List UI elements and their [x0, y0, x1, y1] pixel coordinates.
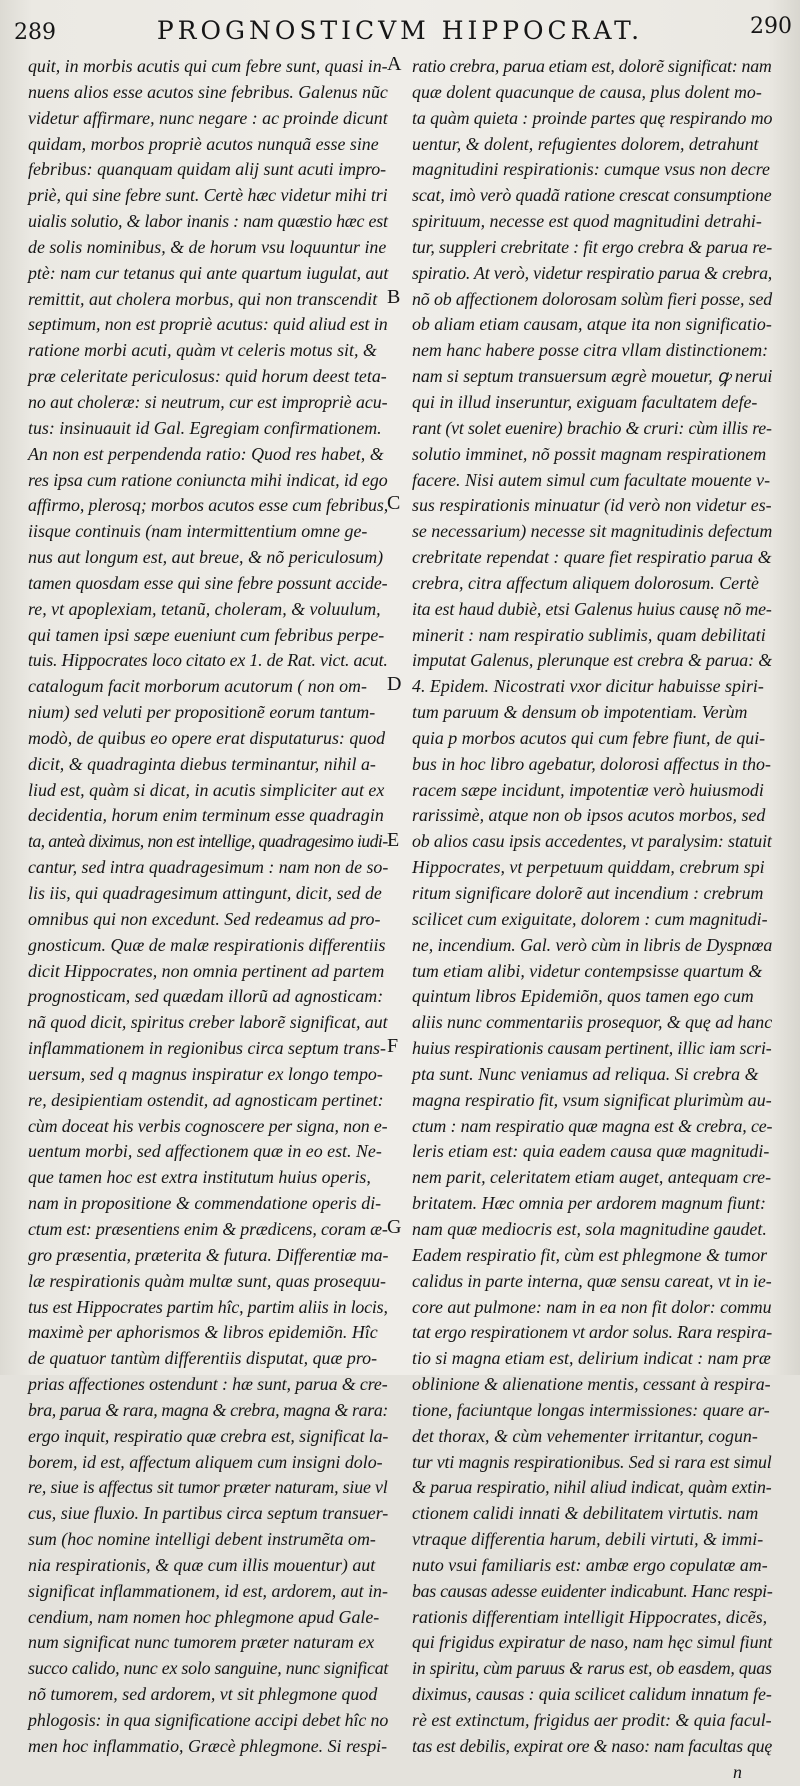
left-column-line: qui tamen ipsi sæpe eueniunt cum febribus perpe- — [28, 624, 385, 645]
right-column-line: ne, incendium. Gal. verò cùm in libris de Dyspnœa — [412, 934, 773, 955]
left-column-line: nium) sed veluti per propositionẽ eorum tantum- — [28, 702, 376, 723]
left-column-line: bra, parua & rara, magna & crebra, magna & rara: — [28, 1399, 389, 1420]
right-column-line: minerit : nam respiratio sublimis, quam debilitati — [412, 624, 766, 645]
right-column-line: tione, faciuntque longas intermissiones: quare ar- — [412, 1399, 770, 1420]
left-column-line: men hoc inflammatio, Græcè phlegmone. Si respi- — [28, 1735, 388, 1756]
left-column-line: nia respirationis, & quæ cum illis mouentur) aut — [28, 1554, 376, 1575]
right-column-line: diximus, causas : quia scilicet calidum innatum fe- — [412, 1684, 772, 1705]
left-column-line: remittit, aut cholera morbus, qui non transcendit — [28, 288, 378, 309]
left-column-line: phlogosis: in qua significatione accipi debet hîc no — [28, 1710, 389, 1730]
margin-letter: C — [387, 492, 401, 515]
left-column-line: ta, anteà diximus, non est intellige, quadragesimo iudi- — [28, 831, 388, 852]
right-column-line: scilicet cum exiguitate, dolorem : cum magnitudi- — [412, 908, 768, 929]
left-column-line: præ celeritate periculosus: quid horum deest teta- — [28, 366, 387, 387]
right-column-line: ob aliam etiam causam, atque ita non significatio- — [412, 314, 772, 335]
left-column-line: tus est Hippocrates partim hîc, partim aliis in locis, — [28, 1296, 388, 1317]
left-column-line: febribus: quanquam quidam alij sunt acuti impro- — [28, 159, 387, 180]
catchword: n — [733, 1761, 742, 1782]
right-column-line: ctum : nam respiratio quæ magna est & crebra, ce- — [412, 1115, 773, 1136]
right-column-line: britatem. Hæc omnia per ardorem magnum fiunt: — [412, 1193, 766, 1214]
left-column-line: tus: insinuauit id Gal. Egregiam confirmationem. — [28, 417, 382, 438]
left-column-line: inflammationem in regionibus circa septum trans- — [28, 1038, 386, 1059]
left-column-line: ergo inquit, respiratio quæ crebra est, significat la- — [28, 1425, 389, 1446]
left-column-line: que tamen hoc est extra institutum huius operis, — [28, 1167, 371, 1188]
left-column-line: cùm doceat his verbis cognoscere per signa, non e- — [28, 1115, 388, 1136]
left-column-line: sum (hoc nomine intelligi debent instrumẽta om- — [28, 1529, 376, 1550]
margin-letter: G — [387, 1216, 402, 1239]
right-column-line: ratio crebra, parua etiam est, dolorẽ significat: nam — [412, 56, 772, 76]
right-column-line: sus respirationis minuatur (id verò non videtur es- — [412, 495, 772, 516]
right-column-line: tur vti magnis respirationibus. Sed si rara est simul — [412, 1451, 772, 1472]
right-column-line: ita est haud dubiè, etsi Galenus huius causę nõ me- — [412, 598, 772, 619]
right-column-line: rant (vt solet euenire) brachio & cruri: cùm illis re- — [412, 417, 772, 438]
right-column-line: scat, imò verò quadã ratione crescat consumptione — [412, 185, 772, 206]
left-column-line: lis iis, qui quadragesimum attingunt, dicit, sed de — [28, 883, 382, 903]
left-column-line: ratione morbi acuti, quàm vt celeris motus sit, & — [28, 340, 377, 361]
right-column-line: rarissimè, atque non ob ipsos acutos morbos, sed — [412, 805, 766, 826]
left-column-line: borem, id est, affectum aliquem cum insigni dolo- — [28, 1451, 383, 1472]
right-column-line: vtraque differentia harum, debili virtuti, & immi- — [412, 1529, 764, 1550]
right-column-line: det thorax, & cùm vehementer irritantur, cogun- — [412, 1425, 758, 1446]
right-column-line: ob alios casu ipsis accedentes, vt paralysim: statuit — [412, 831, 772, 852]
left-column-line: num significat nunc tumorem præter naturam ex — [28, 1632, 375, 1653]
right-column-line: se necessarium) necesse sit magnitudinis defectum — [412, 521, 773, 542]
right-column-line: quia p morbos acutos qui cum febre fiunt, de qui- — [412, 727, 766, 748]
left-column-line: significat inflammationem, id est, ardorem, aut in- — [28, 1580, 388, 1601]
left-column-line: ptè: nam cur tetanus qui ante quartum iugulat, aut — [28, 262, 389, 283]
left-column-line: nus aut longum est, aut breue, & nõ periculosum) — [28, 547, 384, 568]
right-column-line: tat ergo respirationem vt ardor solus. Rara respira- — [412, 1322, 773, 1343]
left-column-line: gro præsentia, præterita & futura. Differentiæ ma- — [28, 1244, 389, 1265]
left-column-line: dicit Hippocrates, non omnia pertinent ad partem — [28, 960, 385, 981]
right-column-line: rè est extinctum, frigidus aer prodit: & quia facul- — [412, 1710, 772, 1730]
left-column-line: quit, in morbis acutis qui cum febre sunt, quasi in- — [28, 56, 388, 76]
left-page-number: 289 — [14, 20, 56, 45]
right-column-line: tum etiam alibi, videtur contempsisse quartum & — [412, 960, 763, 981]
right-column-line: ritum significare dolorẽ aut incendium : crebrum — [412, 883, 764, 903]
left-column-line: uialis solutio, & labor inanis : nam quæstio hæc est — [28, 211, 388, 232]
left-column-line: læ respirationis quàm multæ sunt, quas prosequu- — [28, 1270, 387, 1291]
left-column-line: affirmo, plerosq; morbos acutos esse cum febribus, — [28, 495, 389, 516]
right-column-line: quæ dolent quacunque de causa, plus dolent mo- — [412, 81, 762, 102]
right-column-line: nem hanc habere posse citra vllam distinctionem: — [412, 340, 769, 361]
right-column-line: ctionem calidi innati & debilitatem virtutis. nam — [412, 1503, 759, 1524]
left-column-line: An non est perpendenda ratio: Quod res habet, & — [28, 443, 384, 464]
left-column-line: tamen quosdam esse qui sine febre possunt accide- — [28, 572, 388, 593]
left-column-line: re, desipientiam ostendit, ad agnosticam pertinet: — [28, 1089, 384, 1110]
left-column-line: prias affectiones ostendunt : hæ sunt, parua & cre- — [28, 1374, 388, 1395]
right-text-column — [412, 54, 773, 1782]
left-column-line: modò, de quibus eo opere erat disputaturus: quod — [28, 727, 386, 748]
left-column-line: quidam, morbos propriè acutos nunquã esse sine — [28, 133, 379, 154]
right-column-line: nam si septum transuersum ægrè mouetur, ꝙ nerui — [412, 366, 773, 387]
left-column-line: ctum est: præsentiens enim & prædicens, coram æ- — [28, 1218, 388, 1239]
left-text-column — [28, 54, 389, 1756]
right-column-line: aliis nunc commentariis prosequor, & quę ad hanc — [412, 1012, 773, 1033]
page-header — [0, 6, 800, 50]
right-column-line: calidus in parte interna, quæ sensu careat, vt in ie- — [412, 1270, 772, 1291]
left-column-line: re, vt apoplexiam, tetanũ, choleram, & voluulum, — [28, 598, 381, 619]
left-column-line: tuis. Hippocrates loco citato ex 1. de Rat. vict. acut. — [28, 650, 388, 671]
left-column-line: omnibus qui non excedunt. Sed redeamus ad pro- — [28, 908, 381, 929]
left-column-line: catalogum facit morborum acutorum ( non om- — [28, 676, 367, 697]
right-column-line: Hippocrates, vt perpetuum quiddam, crebrum spi — [412, 857, 765, 878]
left-column-line: no aut choleræ: si neutrum, cur est impropriè acu- — [28, 391, 388, 412]
right-column-line: imputat Galenus, plerunque est crebra & parua: & — [412, 650, 773, 671]
right-column-line: magna respiratio fit, vsum significat plurimùm au- — [412, 1089, 772, 1110]
right-column-line: qui frigidus expiratur de naso, nam hęc simul fiunt — [412, 1632, 773, 1653]
right-column-line: pta sunt. Nunc veniamus ad reliqua. Si crebra & — [412, 1063, 759, 1084]
left-column-line: nã quod dicit, spiritus creber laborẽ significat, aut — [28, 1012, 388, 1033]
right-column-line: core aut pulmone: nam in ea non fit dolor: commu — [412, 1296, 772, 1317]
left-column-line: liud est, quàm si dicat, in acutis simpliciter aut ex — [28, 779, 385, 800]
right-column-line: nam quæ mediocris est, sola magnitudine gaudet. — [412, 1218, 767, 1239]
right-page-number: 290 — [750, 14, 792, 39]
left-column-line: decidentia, horum enim terminum esse quadragin — [28, 805, 384, 826]
right-column-line: solutio imminet, nõ possit magnam respirationem — [412, 443, 767, 464]
left-column-line: uentum morbi, sed affectionem quæ in eo est. Ne- — [28, 1141, 382, 1162]
left-column-line: uersum, sed q magnus inspiratur ex longo tempo- — [28, 1063, 383, 1084]
left-column-line: iisque continuis (nam intermittentium omne ge- — [28, 521, 368, 542]
left-column-line: nuens alios esse acutos sine febribus. Galenus nũc — [28, 81, 388, 102]
right-column-line: ta quàm quieta : proinde partes quę respirando mo — [412, 107, 773, 128]
left-column-line: maximè per aphorismos & libros epidemiõn. Hîc — [28, 1322, 378, 1343]
right-column-line: nem parit, celeritatem etiam auget, antequam cre- — [412, 1167, 772, 1188]
right-column-line: in spiritu, cùm paruus & rarus est, ob easdem, quas — [412, 1658, 772, 1679]
left-column-line: cendium, nam nomen hoc phlegmone apud Gale- — [28, 1606, 380, 1627]
left-column-line: videtur affirmare, nunc negare : ac proinde dicunt — [28, 107, 388, 128]
right-column-line: qui in illud inseruntur, exiguam facultatem defe- — [412, 391, 758, 412]
left-column-line: priè, qui sine febre sunt. Certè hæc videtur mihi tri — [28, 185, 388, 206]
right-column-line: & parua respiratio, nihil aliud indicat, quàm extin- — [412, 1477, 772, 1498]
left-column-line: cantur, sed intra quadragesimum : nam non de so- — [28, 857, 389, 878]
right-column-line: 4. Epidem. Nicostrati vxor dicitur habuisse spiri- — [412, 676, 764, 697]
right-column-line: spirituum, necesse est quod magnitudini detrahi- — [412, 211, 762, 232]
right-column-line: crebra, citra affectum aliquem dolorosum. Certè — [412, 572, 759, 593]
left-column-line: res ipsa cum ratione coniuncta mihi indicat, id ego — [28, 469, 388, 490]
right-column-line: rationis differentiam intelligit Hippocrates, dicẽs, — [412, 1606, 768, 1627]
right-column-line: leris etiam est: quia eadem causa quæ magnitudi- — [412, 1141, 770, 1162]
right-column-line: racem sæpe incidunt, impotentiæ verò huiusmodi — [412, 779, 764, 800]
left-column-line: cus, siue fluxio. In partibus circa septum transuer- — [28, 1503, 389, 1524]
left-column-line: dicit, & quadraginta diebus terminantur, nihil a- — [28, 753, 376, 774]
left-column-line: succo calido, nunc ex solo sanguine, nunc significat — [28, 1658, 389, 1679]
margin-letter: F — [387, 1035, 399, 1058]
left-column-line: nõ tumorem, sed ardorem, vt sit phlegmone quod — [28, 1684, 378, 1705]
left-column-line: nam in propositione & commendatione operis di- — [28, 1193, 382, 1214]
margin-letter: B — [387, 285, 401, 308]
left-column-line: de solis nominibus, & de horum vsu loquuntur ine — [28, 236, 387, 257]
right-column-line: facere. Nisi autem simul cum facultate mouente v- — [412, 469, 771, 490]
right-column-line: tas est debilis, expirat ore & naso: nam facultas quę — [412, 1735, 773, 1756]
right-column-line: tur, suppleri crebritate : fit ergo crebra & parua re- — [412, 236, 773, 257]
right-column-line: nuto vsui familiaris est: ambæ ergo copulatæ am- — [412, 1554, 768, 1575]
right-column-line: tio si magna etiam est, delirium indicat : nam præ — [412, 1348, 771, 1369]
running-head: PROGNOSTICVM HIPPOCRAT. — [156, 16, 644, 45]
left-column-line: re, siue is affectus sit tumor præter naturam, siue vl — [28, 1477, 388, 1498]
right-column-line: uentur, & dolent, refugientes dolorem, detrahunt — [412, 133, 759, 154]
right-column-line: nõ ob affectionem dolorosam solùm fieri posse, sed — [412, 288, 773, 309]
left-column-line: septimum, non est propriè acutus: quid aliud est in — [28, 314, 388, 335]
margin-letter: A — [387, 53, 402, 75]
margin-letter: E — [387, 828, 400, 851]
right-column-line: quintum libros Epidemiõn, quos tamen ego cum — [412, 986, 754, 1007]
right-column-line: Eadem respiratio fit, cùm est phlegmone & tumor — [412, 1244, 768, 1265]
right-column-line: bas causas adesse euidenter indicabunt. Hanc respi- — [412, 1580, 773, 1601]
right-column-line: oblinione & alienatione mentis, cessant à respira- — [412, 1374, 771, 1395]
right-column-line: tum paruum & densum ob impotentiam. Verùm — [412, 702, 748, 723]
left-column-line: gnosticum. Quæ de malæ respirationis differentiis — [28, 934, 386, 955]
left-column-line: de quatuor tantùm differentiis disputat, quæ pro- — [28, 1348, 378, 1369]
left-column-line: prognosticam, sed quædam illorũ ad agnosticam: — [28, 986, 384, 1007]
margin-letter: D — [387, 673, 402, 696]
right-column-line: magnitudini respirationis: cumque vsus non decre — [412, 159, 770, 180]
right-column-line: bus in hoc libro agebatur, dolorosi affectus in tho- — [412, 753, 771, 774]
right-column-line: spiratio. At verò, videtur respiratio parua & crebra, — [412, 262, 773, 283]
right-column-line: crebritate rependat : quare fiet respiratio parua & — [412, 547, 772, 568]
right-column-line: huius respirationis causam pertinent, illic iam scri- — [412, 1038, 772, 1059]
